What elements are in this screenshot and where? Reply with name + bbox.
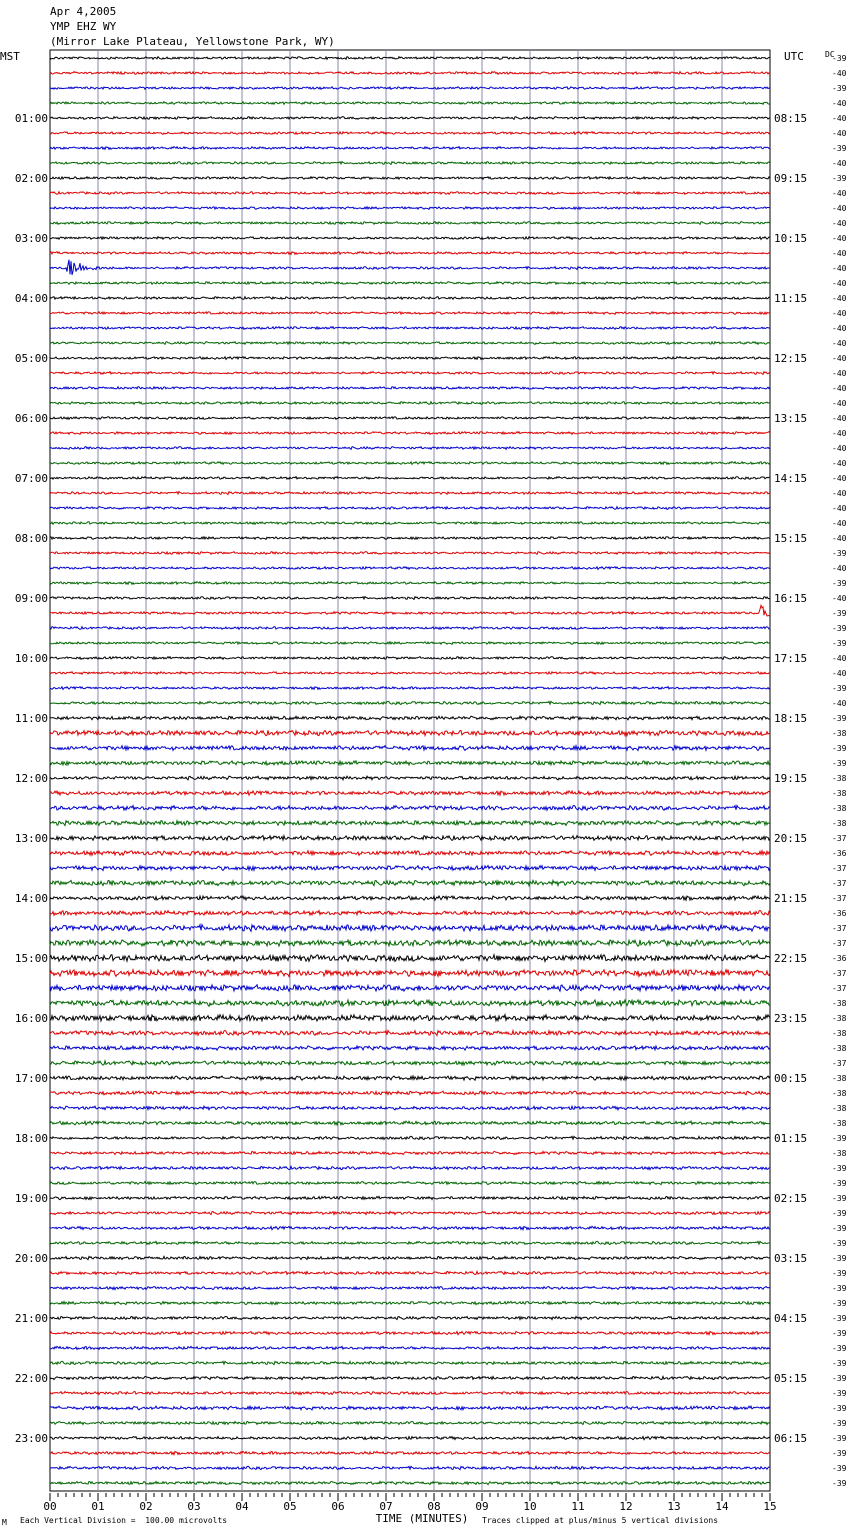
dc-offset-label: -39 [832, 1164, 847, 1173]
x-tick-label: 00 [43, 1500, 57, 1513]
dc-offset-label: -39 [832, 1224, 847, 1233]
seismic-trace [50, 597, 770, 600]
seismic-trace [50, 730, 770, 735]
seismic-trace [50, 605, 770, 616]
seismic-trace [50, 1046, 770, 1050]
dc-offset-label: -39 [832, 1134, 847, 1143]
seismic-trace [50, 117, 770, 120]
x-tick-label: 01 [91, 1500, 105, 1513]
right-hour-label: 08:15 [774, 112, 808, 125]
seismic-trace [50, 672, 770, 675]
dc-offset-label: -39 [832, 1464, 847, 1473]
right-hour-label: 18:15 [774, 712, 808, 725]
left-hour-label: 15:00 [14, 952, 48, 965]
seismic-trace [50, 806, 770, 811]
seismic-trace [50, 1376, 770, 1379]
seismic-trace [50, 1211, 770, 1214]
right-hour-label: 05:15 [774, 1372, 808, 1385]
dc-offset-label: -40 [832, 249, 847, 258]
seismic-trace [50, 522, 770, 525]
dc-offset-label: -36 [832, 849, 847, 858]
dc-offset-label: -38 [832, 819, 847, 828]
dc-offset-label: -40 [832, 99, 847, 108]
dc-offset-label: -39 [832, 1419, 847, 1428]
left-hour-label: 10:00 [14, 652, 48, 665]
seismic-trace [50, 1182, 770, 1185]
dc-offset-label: -37 [832, 834, 847, 843]
dc-offset-label: -39 [832, 1404, 847, 1413]
right-hour-label: 15:15 [774, 532, 808, 545]
x-tick-label: 11 [571, 1500, 585, 1513]
dc-offset-label: -38 [832, 1119, 847, 1128]
seismic-trace [50, 1421, 770, 1424]
right-hour-label: 04:15 [774, 1312, 808, 1325]
seismic-trace [50, 687, 770, 690]
dc-offset-label: -37 [832, 984, 847, 993]
dc-offset-label: -39 [832, 1374, 847, 1383]
dc-offset-label: -40 [832, 564, 847, 573]
dc-offset-label: -38 [832, 789, 847, 798]
dc-offset-label: -36 [832, 954, 847, 963]
left-hour-label: 06:00 [14, 412, 48, 425]
dc-offset-label: -37 [832, 894, 847, 903]
right-hour-label: 16:15 [774, 592, 808, 605]
seismic-trace [50, 417, 770, 420]
dc-offset-label: -39 [832, 744, 847, 753]
dc-offset-label: -39 [832, 84, 847, 93]
seismic-trace [50, 57, 770, 60]
seismic-trace [50, 1166, 770, 1169]
left-hour-label: 13:00 [14, 832, 48, 845]
right-hour-label: 10:15 [774, 232, 808, 245]
left-hour-label: 11:00 [14, 712, 48, 725]
seismic-trace [50, 1121, 770, 1125]
dc-offset-label: -37 [832, 924, 847, 933]
seismic-trace [50, 1136, 770, 1139]
left-hour-label: 23:00 [14, 1432, 48, 1445]
seismic-trace [50, 477, 770, 480]
dc-offset-label: -39 [832, 1284, 847, 1293]
seismic-trace [50, 162, 770, 165]
seismic-trace [50, 312, 770, 315]
seismic-trace [50, 147, 770, 150]
dc-offset-label: -38 [832, 1074, 847, 1083]
seismic-trace [50, 260, 770, 275]
seismic-trace [50, 432, 770, 435]
dc-offset-label: -39 [832, 54, 847, 63]
seismic-trace [50, 970, 770, 977]
dc-offset-label: -39 [832, 1479, 847, 1488]
dc-offset-label: -40 [832, 399, 847, 408]
dc-offset-label: -39 [832, 639, 847, 648]
seismic-trace [50, 387, 770, 390]
seismic-trace [50, 985, 770, 991]
right-hour-label: 21:15 [774, 892, 808, 905]
x-tick-label: 14 [715, 1500, 729, 1513]
left-hour-label: 08:00 [14, 532, 48, 545]
right-hour-label: 11:15 [774, 292, 808, 305]
left-hour-label: 17:00 [14, 1072, 48, 1085]
dc-offset-label: -39 [832, 549, 847, 558]
seismic-trace [50, 866, 770, 871]
dc-offset-label: -38 [832, 1104, 847, 1113]
seismic-trace [50, 1481, 770, 1484]
plot-frame [50, 50, 770, 1491]
right-hour-label: 20:15 [774, 832, 808, 845]
seismic-trace [50, 372, 770, 375]
dc-offset-label: -39 [832, 1254, 847, 1263]
seismic-trace [50, 492, 770, 495]
seismic-trace [50, 1466, 770, 1469]
station-name: YMP EHZ WY [50, 20, 117, 33]
left-timezone-label: MST [0, 50, 20, 63]
x-axis-label: TIME (MINUTES) [375, 1512, 469, 1525]
dc-offset-label: -40 [832, 594, 847, 603]
right-hour-label: 00:15 [774, 1072, 808, 1085]
dc-offset-label: -40 [832, 699, 847, 708]
x-tick-label: 15 [763, 1500, 777, 1513]
seismic-trace [50, 1000, 770, 1006]
left-hour-label: 07:00 [14, 472, 48, 485]
left-hour-label: 01:00 [14, 112, 48, 125]
dc-offset-label: -39 [832, 759, 847, 768]
seismic-trace [50, 567, 770, 570]
dc-offset-label: -39 [832, 1209, 847, 1218]
seismic-trace [50, 911, 770, 916]
seismic-trace [50, 642, 770, 645]
dc-offset-label: -40 [832, 129, 847, 138]
left-hour-label: 12:00 [14, 772, 48, 785]
dc-offset-label: -39 [832, 1314, 847, 1323]
left-hour-label: 04:00 [14, 292, 48, 305]
seismic-trace [50, 1256, 770, 1259]
seismic-trace [50, 342, 770, 345]
x-tick-label: 12 [619, 1500, 633, 1513]
seismic-trace [50, 925, 770, 932]
dc-offset-label: -37 [832, 864, 847, 873]
dc-offset-label: -38 [832, 1089, 847, 1098]
seismic-trace [50, 552, 770, 555]
seismic-trace [50, 1287, 770, 1290]
dc-offset-label: -38 [832, 1029, 847, 1038]
seismic-trace [50, 1301, 770, 1304]
dc-offset-label: -38 [832, 804, 847, 813]
seismic-trace [50, 1406, 770, 1410]
left-hour-label: 03:00 [14, 232, 48, 245]
dc-offset-label: -40 [832, 354, 847, 363]
seismic-trace [50, 761, 770, 765]
dc-offset-label: -40 [832, 519, 847, 528]
seismic-trace [50, 177, 770, 180]
dc-offset-label: -39 [832, 1269, 847, 1278]
seismic-trace [50, 1151, 770, 1154]
dc-offset-label: -38 [832, 774, 847, 783]
vertical-division-note: Each Vertical Division = 100.00 microvolts [20, 1516, 228, 1525]
seismic-trace [50, 746, 770, 751]
seismic-trace [50, 222, 770, 225]
dc-offset-label: -40 [832, 189, 847, 198]
dc-offset-label: -37 [832, 1059, 847, 1068]
left-hour-label: 16:00 [14, 1012, 48, 1025]
x-tick-label: 04 [235, 1500, 249, 1513]
dc-offset-label: -40 [832, 234, 847, 243]
right-hour-label: 13:15 [774, 412, 808, 425]
clip-note: Traces clipped at plus/minus 5 vertical divisions [482, 1516, 719, 1525]
dc-offset-label: -37 [832, 879, 847, 888]
seismic-trace [50, 1332, 770, 1335]
dc-offset-label: -39 [832, 1239, 847, 1248]
dc-offset-label: -40 [832, 369, 847, 378]
x-tick-label: 08 [427, 1500, 441, 1513]
seismic-trace [50, 701, 770, 704]
seismic-trace [50, 940, 770, 946]
right-hour-label: 06:15 [774, 1432, 808, 1445]
dc-offset-label: -39 [832, 1389, 847, 1398]
seismic-trace [50, 880, 770, 885]
plot-date: Apr 4,2005 [50, 5, 117, 18]
dc-offset-label: -40 [832, 114, 847, 123]
right-hour-label: 23:15 [774, 1012, 808, 1025]
right-hour-label: 14:15 [774, 472, 808, 485]
x-tick-label: 13 [667, 1500, 681, 1513]
seismic-trace [50, 1392, 770, 1395]
dc-offset-label: -40 [832, 69, 847, 78]
dc-offset-label: -39 [832, 609, 847, 618]
x-tick-label: 05 [283, 1500, 297, 1513]
dc-offset-label: -39 [832, 174, 847, 183]
dc-offset-label: -40 [832, 654, 847, 663]
seismic-trace [50, 1076, 770, 1080]
seismic-trace [50, 402, 770, 405]
dc-offset-label: -38 [832, 729, 847, 738]
left-hour-label: 05:00 [14, 352, 48, 365]
seismic-trace [50, 791, 770, 795]
dc-offset-label: -39 [832, 624, 847, 633]
dc-offset-label: -40 [832, 264, 847, 273]
dc-offset-label: -39 [832, 1434, 847, 1443]
x-tick-label: 07 [379, 1500, 393, 1513]
dc-offset-label: -40 [832, 489, 847, 498]
seismic-trace [50, 252, 770, 255]
dc-offset-label: -40 [832, 294, 847, 303]
dc-offset-label: -40 [832, 204, 847, 213]
dc-offset-label: -40 [832, 309, 847, 318]
dc-offset-label: -39 [832, 1299, 847, 1308]
left-hour-label: 20:00 [14, 1252, 48, 1265]
seismic-trace [50, 821, 770, 826]
left-hour-label: 21:00 [14, 1312, 48, 1325]
seismic-trace [50, 1361, 770, 1364]
dc-offset-label: -39 [832, 1329, 847, 1338]
dc-offset-label: -39 [832, 1179, 847, 1188]
dc-offset-label: -39 [832, 1449, 847, 1458]
seismic-trace [50, 657, 770, 660]
x-tick-label: 09 [475, 1500, 489, 1513]
seismic-trace [50, 1015, 770, 1022]
seismic-trace [50, 447, 770, 450]
dc-offset-label: -36 [832, 909, 847, 918]
dc-offset-label: -39 [832, 579, 847, 588]
dc-offset-label: -40 [832, 504, 847, 513]
dc-offset-label: -39 [832, 1194, 847, 1203]
seismic-trace [50, 776, 770, 780]
dc-offset-label: -40 [832, 414, 847, 423]
dc-offset-label: -39 [832, 684, 847, 693]
seismic-trace [50, 282, 770, 285]
seismic-trace [50, 357, 770, 360]
dc-offset-label: -39 [832, 714, 847, 723]
seismic-trace [50, 1316, 770, 1319]
dc-offset-label: -40 [832, 339, 847, 348]
seismic-trace [50, 237, 770, 240]
dc-offset-label: -40 [832, 429, 847, 438]
dc-offset-label: -40 [832, 474, 847, 483]
seismic-trace [50, 1241, 770, 1244]
seismic-trace [50, 537, 770, 540]
right-hour-label: 19:15 [774, 772, 808, 785]
seismic-trace [50, 1196, 770, 1199]
dc-offset-label: -40 [832, 444, 847, 453]
left-hour-label: 19:00 [14, 1192, 48, 1205]
seismic-trace [50, 716, 770, 720]
seismic-trace [50, 955, 770, 962]
seismic-trace [50, 1061, 770, 1065]
seismic-trace [50, 102, 770, 105]
dc-offset-label: -39 [832, 144, 847, 153]
x-tick-label: 02 [139, 1500, 153, 1513]
seismic-trace [50, 1346, 770, 1349]
dc-offset-label: -37 [832, 939, 847, 948]
left-hour-label: 14:00 [14, 892, 48, 905]
seismic-trace [50, 582, 770, 585]
left-hour-label: 09:00 [14, 592, 48, 605]
seismic-trace [50, 1451, 770, 1454]
seismic-trace [50, 1031, 770, 1036]
right-hour-label: 09:15 [774, 172, 808, 185]
left-hour-label: 22:00 [14, 1372, 48, 1385]
right-hour-label: 01:15 [774, 1132, 808, 1145]
x-tick-label: 03 [187, 1500, 201, 1513]
dc-label: DC [825, 50, 835, 59]
right-hour-label: 03:15 [774, 1252, 808, 1265]
seismic-trace [50, 327, 770, 330]
seismic-trace [50, 1091, 770, 1095]
dc-offset-label: -40 [832, 534, 847, 543]
seismic-trace [50, 192, 770, 195]
left-hour-label: 18:00 [14, 1132, 48, 1145]
dc-offset-label: -40 [832, 159, 847, 168]
seismic-trace [50, 1226, 770, 1229]
dc-offset-label: -40 [832, 384, 847, 393]
right-hour-label: 17:15 [774, 652, 808, 665]
dc-offset-label: -40 [832, 459, 847, 468]
dc-offset-label: -40 [832, 219, 847, 228]
seismic-trace [50, 297, 770, 300]
dc-offset-label: -38 [832, 1044, 847, 1053]
seismic-trace [50, 1106, 770, 1110]
dc-offset-label: -39 [832, 1359, 847, 1368]
dc-offset-label: -38 [832, 1149, 847, 1158]
dc-offset-label: -40 [832, 324, 847, 333]
dc-offset-label: -37 [832, 969, 847, 978]
x-tick-label: 10 [523, 1500, 537, 1513]
seismic-trace [50, 72, 770, 75]
left-hour-label: 02:00 [14, 172, 48, 185]
corner-mark: M [2, 1518, 7, 1527]
seismic-trace [50, 1437, 770, 1440]
dc-offset-label: -40 [832, 669, 847, 678]
dc-offset-label: -40 [832, 279, 847, 288]
seismic-trace [50, 462, 770, 465]
right-hour-label: 22:15 [774, 952, 808, 965]
seismic-trace [50, 507, 770, 510]
seismic-trace [50, 896, 770, 900]
dc-offset-label: -39 [832, 1344, 847, 1353]
seismic-trace [50, 851, 770, 856]
right-hour-label: 02:15 [774, 1192, 808, 1205]
seismic-trace [50, 87, 770, 90]
x-tick-label: 06 [331, 1500, 345, 1513]
seismic-trace [50, 836, 770, 841]
station-location: (Mirror Lake Plateau, Yellowstone Park, WY) [50, 35, 335, 48]
seismic-trace [50, 207, 770, 210]
right-timezone-label: UTC [784, 50, 804, 63]
seismic-trace [50, 1271, 770, 1274]
seismic-trace [50, 132, 770, 135]
right-hour-label: 12:15 [774, 352, 808, 365]
dc-offset-label: -38 [832, 999, 847, 1008]
dc-offset-label: -38 [832, 1014, 847, 1023]
seismic-trace [50, 627, 770, 630]
